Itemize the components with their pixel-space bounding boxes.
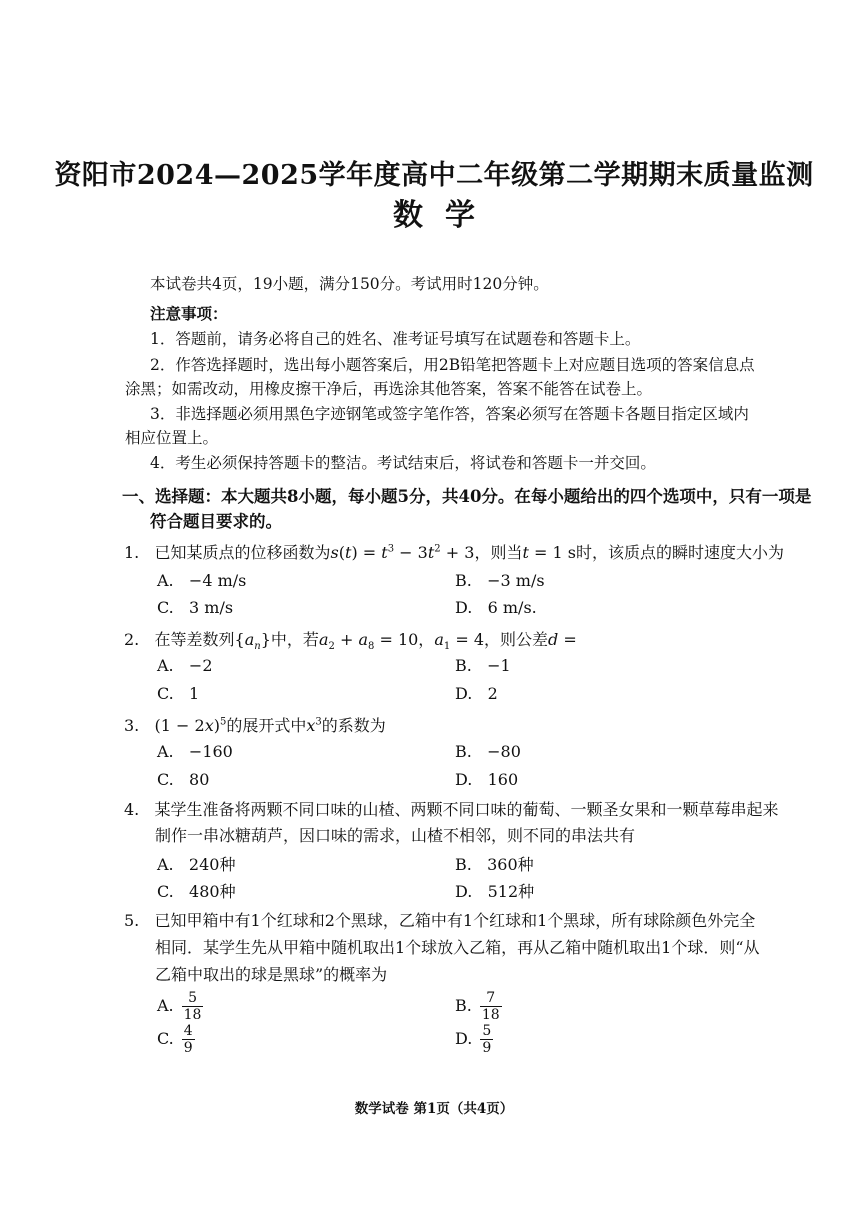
- note-1: 1．答题前，请务必将自己的姓名、准考证号填写在试题卷和答题卡上。: [150, 330, 641, 348]
- option-label: C.: [157, 684, 174, 703]
- math-expression: $x^3$: [306, 716, 322, 735]
- question-number: 2.: [124, 630, 140, 649]
- numerator: 4: [183, 1023, 193, 1039]
- notice-heading: 注意事项：: [150, 304, 228, 323]
- fraction: [182, 990, 204, 1023]
- option-a: [157, 571, 246, 590]
- question-5-cont-2: 乙箱中取出的球是黑球”的概率为: [155, 965, 388, 984]
- math-expression: $s(t) = t^3 - 3t^2 + 3$: [330, 543, 475, 562]
- option-label: D.: [455, 770, 473, 789]
- note-3: 3．非选择题必须用黑色字迹钢笔或签字笔作答，答案必须写在答题卡各题目指定区域内: [150, 405, 749, 423]
- option-d: [455, 598, 537, 617]
- option-a: [157, 852, 235, 875]
- question-text: ，则当: [474, 543, 523, 562]
- option-value: 3 m/s: [189, 598, 234, 617]
- option-label: C.: [157, 598, 174, 617]
- option-value: 2: [487, 684, 498, 703]
- question-number: 4.: [124, 800, 140, 819]
- option-label: C.: [157, 882, 174, 901]
- numerator: 5: [482, 1023, 492, 1039]
- option-b: [455, 990, 502, 1023]
- math-expression: $\{a_n\}$: [234, 630, 271, 653]
- option-label: B.: [455, 996, 472, 1015]
- option-b: [455, 571, 545, 590]
- option-c: [157, 770, 209, 789]
- option-label: B.: [455, 656, 472, 675]
- fraction: [182, 1023, 195, 1056]
- option-label: B.: [455, 855, 472, 874]
- option-value: −2: [188, 656, 213, 675]
- question-text: 某学生准备将两颗不同口味的山楂、两颗不同口味的葡萄、一颗圣女果和一颗草莓串起来: [154, 800, 779, 819]
- option-label: D.: [455, 684, 473, 703]
- denominator: 9: [183, 1040, 193, 1056]
- option-c: [157, 598, 233, 617]
- fraction: [480, 990, 502, 1023]
- fraction: [480, 1023, 493, 1056]
- note-2-cont: 涂黑；如需改动，用橡皮擦干净后，再选涂其他答案，答案不能答在试卷上。: [125, 380, 653, 398]
- denominator: 18: [183, 1007, 202, 1023]
- option-label: C.: [157, 770, 174, 789]
- question-number: 3.: [124, 716, 140, 735]
- option-value: 360种: [487, 855, 534, 874]
- intro-line: 本试卷共4页，19小题，满分150分。考试用时120分钟。: [150, 275, 549, 293]
- math-expression: $a_2 + a_8 = 10$，$a_1 = 4$: [318, 630, 484, 653]
- question-text: 时，该质点的瞬时速度大小为: [575, 543, 784, 562]
- option-label: D.: [455, 598, 473, 617]
- option-label: A.: [157, 855, 174, 874]
- denominator: 18: [481, 1007, 500, 1023]
- note-4: 4．考生必须保持答题卡的整洁。考试结束后，将试卷和答题卡一并交回。: [150, 454, 656, 472]
- question-text: 在等差数列: [154, 630, 235, 649]
- note-2: 2．作答选择题时，选出每小题答案后，用2B铅笔把答题卡上对应题目选项的答案信息点: [150, 356, 755, 374]
- option-value: 240种: [188, 855, 236, 874]
- question-3: [124, 713, 386, 736]
- section-heading-cont: 符合题目要求的。: [150, 512, 282, 531]
- option-label: A.: [157, 742, 174, 761]
- option-value: 512种: [487, 882, 535, 901]
- option-value: −80: [487, 742, 521, 761]
- option-d: [455, 1023, 493, 1056]
- option-label: A.: [157, 656, 174, 675]
- option-b: [455, 742, 521, 761]
- option-d: [455, 879, 534, 902]
- option-label: D.: [455, 1029, 473, 1048]
- math-expression: $(1 - 2x)^5$: [154, 716, 227, 735]
- question-text: 的系数为: [321, 716, 386, 735]
- question-4-cont: 制作一串冰糖葫芦，因口味的需求，山楂不相邻，则不同的串法共有: [155, 826, 636, 845]
- denominator: 9: [482, 1040, 492, 1056]
- numerator: 5: [188, 990, 198, 1006]
- section-heading: 一、选择题：本大题共8小题，每小题5分，共40分。在每小题给出的四个选项中，只有一项是: [122, 487, 812, 506]
- option-d: [455, 770, 518, 789]
- option-b: [455, 852, 534, 875]
- note-3-cont: 相应位置上。: [125, 429, 219, 447]
- option-a: [157, 990, 203, 1023]
- option-a: [157, 656, 213, 675]
- option-value: 80: [189, 770, 210, 789]
- option-value: −4 m/s: [188, 571, 247, 590]
- page-footer: 数学试卷 第1页（共4页）: [354, 1101, 514, 1117]
- option-c: [157, 684, 199, 703]
- option-d: [455, 684, 498, 703]
- question-text: 中，若: [270, 630, 319, 649]
- option-c: [157, 1023, 195, 1056]
- question-text: 的展开式中: [226, 716, 307, 735]
- option-value: −3 m/s: [487, 571, 545, 590]
- option-label: B.: [455, 571, 472, 590]
- option-value: −1: [487, 656, 511, 675]
- question-number: 1.: [124, 543, 140, 562]
- option-label: A.: [157, 571, 174, 590]
- question-text: 已知甲箱中有1个红球和2个黑球，乙箱中有1个红球和1个黑球，所有球除颜色外完全: [154, 911, 756, 930]
- option-value: 160: [487, 770, 519, 789]
- question-5: [124, 908, 755, 931]
- question-5-cont: 相同．某学生先从甲箱中随机取出1个球放入乙箱，再从乙箱中随机取出1个球．则“从: [155, 938, 760, 957]
- exam-title: 资阳市2024—2025学年度高中二年级第二学期期末质量监测: [54, 160, 814, 191]
- option-a: [157, 742, 233, 761]
- option-value: 1: [189, 684, 200, 703]
- option-value: 6 m/s.: [487, 598, 537, 617]
- math-expression: d =: [548, 630, 577, 649]
- option-label: A.: [157, 996, 174, 1015]
- question-text: ，则公差: [484, 630, 549, 649]
- question-2: [124, 627, 577, 653]
- question-4: [124, 797, 779, 820]
- question-text: 已知某质点的位移函数为: [154, 543, 331, 562]
- option-b: [455, 656, 511, 675]
- option-label: C.: [157, 1029, 174, 1048]
- question-number: 5.: [124, 911, 140, 930]
- option-value: 480种: [189, 882, 236, 901]
- subject-title: 数学: [393, 198, 497, 233]
- option-value: −160: [188, 742, 233, 761]
- option-c: [157, 879, 236, 902]
- math-expression: t = 1 s: [522, 543, 576, 562]
- option-label: B.: [455, 742, 472, 761]
- option-label: D.: [455, 882, 473, 901]
- numerator: 7: [486, 990, 496, 1006]
- question-1: [124, 540, 784, 563]
